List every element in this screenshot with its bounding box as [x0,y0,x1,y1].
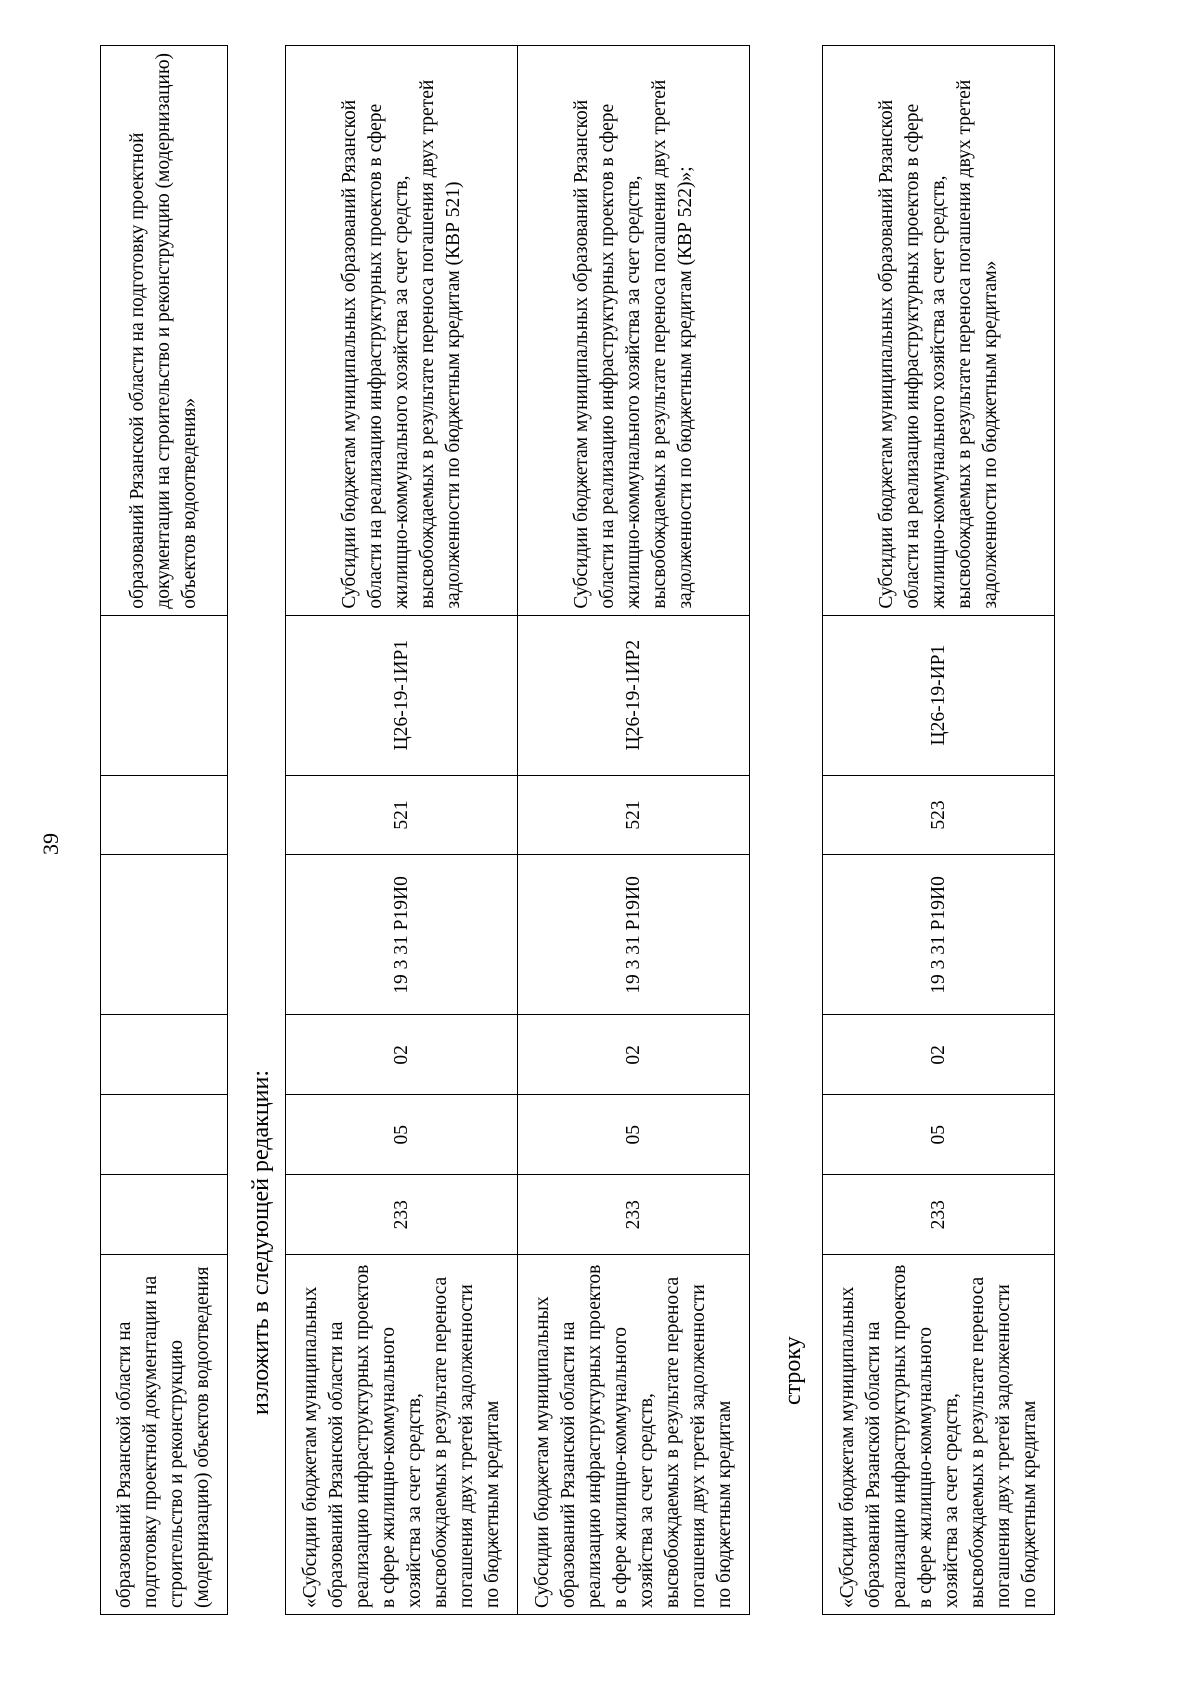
cell-pr: 02 [518,1015,750,1095]
cell-gr: 233 [286,1175,518,1255]
cell-gr: 233 [823,1175,1055,1255]
cell-pr: 02 [286,1015,518,1095]
cell-code: Ц26-19-1ИР1 [286,615,518,775]
cell-rz: 05 [823,1095,1055,1175]
lead-text-2: строку [780,1336,806,1405]
cell-code [101,615,228,775]
cell-vr: 523 [823,775,1055,855]
table-3 [822,45,1055,1615]
cell-csr [101,855,228,1015]
cell-pr [101,1015,228,1095]
cell-csr: 19 3 31 Р19И0 [286,855,518,1015]
cell-code: Ц26-19-ИР1 [823,615,1055,775]
cell-csr: 19 3 31 Р19И0 [518,855,750,1015]
table-2 [285,45,750,1615]
rotated-page-content [38,45,1110,1615]
cell-name: «Субсидии бюджетам муниципальных образований Рязанской области на реализацию инфраструктурных проектов в сфере жилищно-коммунального хозяйства за счет средств, высвобождаемых в результате переноса погашения двух третей задолженности по бюджетным кредитам [286,1255,518,1615]
cell-pr: 02 [823,1015,1055,1095]
cell-vr: 521 [518,775,750,855]
cell-name: Субсидии бюджетам муниципальных образований Рязанской области на реализацию инфраструктурных проектов в сфере жилищно-коммунального хозяйства за счет средств, высвобождаемых в результате переноса погашения двух третей задолженности по бюджетным кредитам [518,1255,750,1615]
cell-purpose: Субсидии бюджетам муниципальных образований Рязанской области на реализацию инфраструктурных проектов в сфере жилищно-коммунального хозяйства за счет средств, высвобождаемых в результате переноса погашения двух третей задолженности по бюджетным кредитам» [823,46,1055,616]
page-number: 39 [38,833,63,855]
table-row [101,46,228,1615]
cell-vr [101,775,228,855]
cell-rz: 05 [286,1095,518,1175]
cell-purpose: образований Рязанской области на подготовку проектной документации на строительство и реконструкцию (модернизацию) объектов водоотведения» [101,46,228,616]
lead-text-1: изложить в следующей редакции: [248,1069,274,1415]
cell-name: «Субсидии бюджетам муниципальных образований Рязанской области на реализацию инфраструктурных проектов в сфере жилищно-коммунального хозяйства за счет средств, высвобождаемых в результате переноса погашения двух третей задолженности по бюджетным кредитам [823,1255,1055,1615]
cell-rz [101,1095,228,1175]
table-row [286,46,518,1615]
cell-gr: 233 [518,1175,750,1255]
cell-csr: 19 3 31 Р19И0 [823,855,1055,1015]
cell-vr: 521 [286,775,518,855]
table-row [823,46,1055,1615]
cell-name: образований Рязанской области на подготовку проектной документации на строительство и реконструкцию (модернизацию) объектов водоотведения [101,1255,228,1615]
cell-rz: 05 [518,1095,750,1175]
cell-purpose: Субсидии бюджетам муниципальных образований Рязанской области на реализацию инфраструктурных проектов в сфере жилищно-коммунального хозяйства за счет средств, высвобождаемых в результате переноса погашения двух третей задолженности по бюджетным кредитам (КВР 521) [286,46,518,616]
cell-purpose: Субсидии бюджетам муниципальных образований Рязанской области на реализацию инфраструктурных проектов в сфере жилищно-коммунального хозяйства за счет средств, высвобождаемых в результате переноса погашения двух третей задолженности по бюджетным кредитам (КВР 522)»; [518,46,750,616]
cell-gr [101,1175,228,1255]
table-1 [100,45,228,1615]
table-row [518,46,750,1615]
cell-code: Ц26-19-1ИР2 [518,615,750,775]
